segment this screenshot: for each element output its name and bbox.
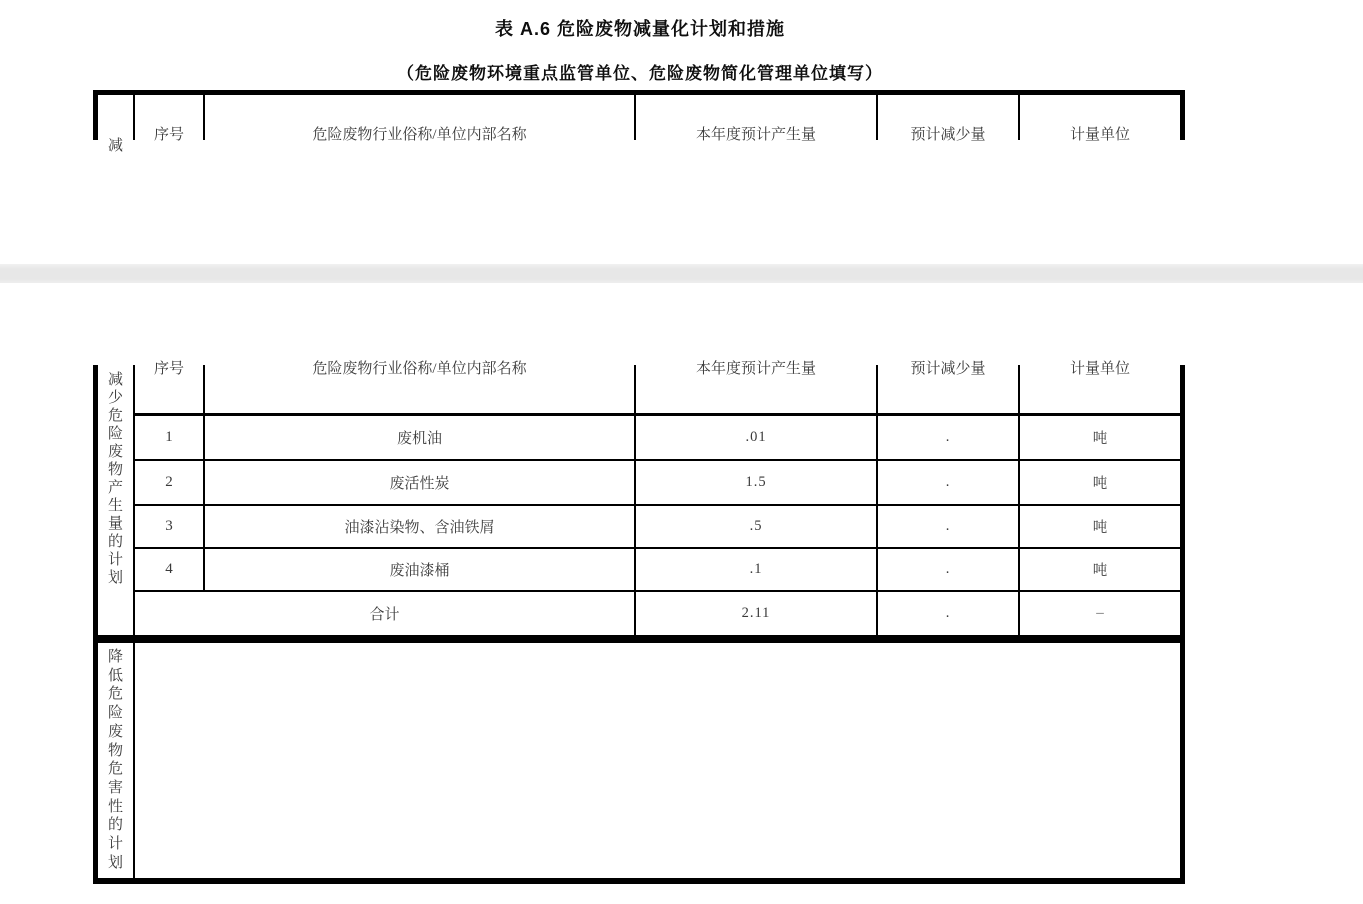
section-label-reduce-quantity: 减少危险废物产生量的计划 xyxy=(107,372,123,586)
row3-annual: .5 xyxy=(749,518,763,534)
table-fragment-page2-inner xyxy=(98,361,1180,878)
table-fragment-page1-inner xyxy=(98,95,1180,154)
harm-plan-content-cell xyxy=(135,643,1180,878)
col-header-index: 序号 xyxy=(153,127,184,143)
table-fragment-page1 xyxy=(93,90,1185,154)
page-break-band xyxy=(0,264,1363,283)
row1-index: 1 xyxy=(165,429,173,445)
row1-name: 废机油 xyxy=(396,431,442,447)
row4-name: 废油漆桶 xyxy=(389,563,450,579)
row3-name: 油漆沾染物、含油铁屑 xyxy=(344,520,495,536)
page-title: 表 A.6 危险废物减量化计划和措施 xyxy=(494,19,785,39)
table-fragment-page2 xyxy=(93,361,1185,884)
row1-annual: .01 xyxy=(745,429,767,445)
row2-unit: 吨 xyxy=(1092,476,1108,492)
col-header-unit: 计量单位 xyxy=(1069,361,1130,377)
section-label-sliver: 减 xyxy=(107,138,123,154)
row2-reduction: . xyxy=(945,474,951,490)
col-header-name: 危险废物行业俗称/单位内部名称 xyxy=(312,361,527,377)
col-header-unit: 计量单位 xyxy=(1069,127,1130,143)
row4-index: 4 xyxy=(165,561,173,577)
row3-index: 3 xyxy=(165,518,173,534)
col-header-annual-output: 本年度预计产生量 xyxy=(695,361,816,377)
row4-unit: 吨 xyxy=(1092,563,1108,579)
row4-annual: .1 xyxy=(749,561,763,577)
row2-annual: 1.5 xyxy=(745,474,767,490)
col-header-annual-output: 本年度预计产生量 xyxy=(695,127,816,143)
row4-reduction: . xyxy=(945,561,951,577)
total-row-label: 合计 xyxy=(369,607,400,623)
section-divider xyxy=(93,635,1185,643)
total-row-annual: 2.11 xyxy=(741,605,771,621)
row2-name: 废活性炭 xyxy=(389,476,450,492)
page-subtitle: （危险废物环境重点监管单位、危险废物简化管理单位填写） xyxy=(397,64,883,83)
row1-reduction: . xyxy=(945,429,951,445)
total-row-unit: – xyxy=(1096,605,1104,621)
col-header-name: 危险废物行业俗称/单位内部名称 xyxy=(312,127,527,143)
section-label-reduce-harm: 降低危险废物危害性的计划 xyxy=(107,649,123,871)
col-header-expected-reduction: 预计减少量 xyxy=(910,361,986,377)
row3-reduction: . xyxy=(945,518,951,534)
col-header-expected-reduction: 预计减少量 xyxy=(910,127,986,143)
row2-index: 2 xyxy=(165,474,173,490)
row3-unit: 吨 xyxy=(1092,520,1108,536)
row1-unit: 吨 xyxy=(1092,431,1108,447)
col-header-index: 序号 xyxy=(153,361,184,377)
total-row-reduction: . xyxy=(945,605,951,621)
